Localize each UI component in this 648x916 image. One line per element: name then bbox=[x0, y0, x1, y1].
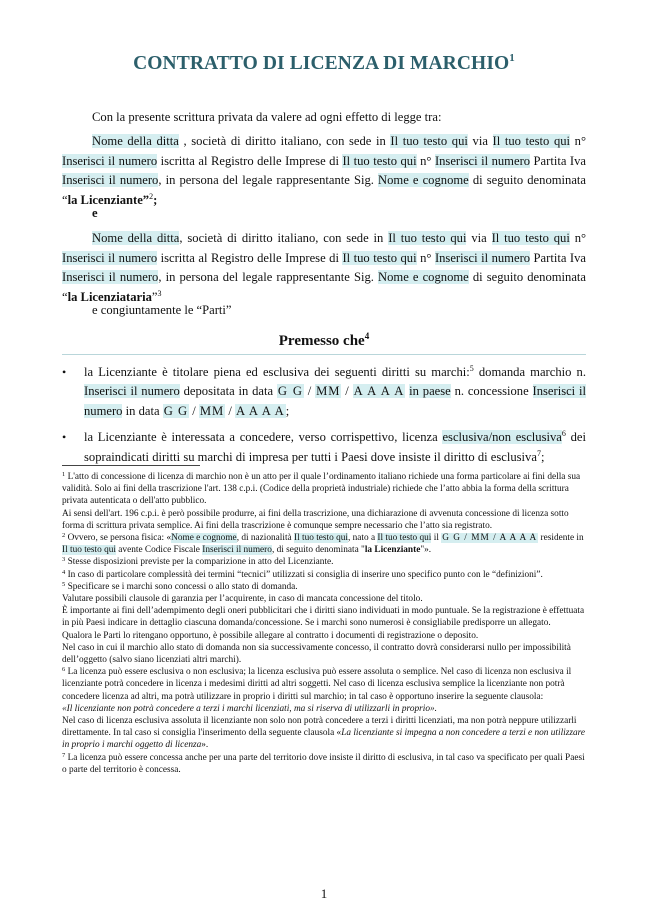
vat-number-field[interactable]: Inserisci il numero bbox=[62, 270, 159, 285]
section-divider bbox=[62, 354, 586, 355]
list-item: • la Licenziante è interessata a concedere, verso corrispettivo, licenza esclusiva/non esclusiva$^6$ dei sopraindicati diritti su marchi di impresa per tutti i Paesi dove insiste il diritto di esclusiva$^7$; bbox=[62, 429, 586, 464]
street-field[interactable]: Il tuo testo qui bbox=[491, 231, 570, 245]
footnote-4: $^4$ In caso di particolare complessità dei termini “tecnici” utilizzati si consiglia di inserire uno specifico punto con le “definizioni”. bbox=[62, 568, 543, 580]
representative-name-field[interactable]: Nome e cognome bbox=[378, 173, 469, 188]
company-name-field[interactable]: Nome della ditta bbox=[92, 231, 180, 245]
footnote-ref: 6 bbox=[561, 429, 566, 439]
footnote-5-cont: È importante ai fini dell’adempimento degli oneri pubblicitari che i diritti siano individuati in modo puntuale. Se la registrazione è effettuata in più Paesi indicare in dettaglio ciascuna domanda/concessione. Se i marchi sono numerosi è consigliabile predisporre un allegato. bbox=[62, 606, 585, 629]
footnote-5-cont: Valutare possibili clausole di garanzia per l’acquirente, in caso di mancata concessione del titolo. bbox=[62, 594, 423, 605]
conjunction-e: e bbox=[92, 206, 98, 220]
city-field[interactable]: Il tuo testo qui bbox=[390, 134, 468, 148]
footnote-2: $^2$ Ovvero, se persona fisica: «Nome e cognome, di nazionalità Il tuo testo qui, nato a Il tuo testo qui il G G / MM / A A A A residente in Il tuo testo qui avente Codice Fiscale Inserisci il numero, di seguito denominata "la Licenziante"». bbox=[62, 532, 584, 556]
footnote-ref: 1 bbox=[509, 52, 515, 64]
concession-month-field[interactable]: MM bbox=[199, 403, 225, 418]
concession-day-field[interactable]: G G bbox=[163, 403, 189, 418]
fn-birthdate-field[interactable]: G G / MM / A A A A bbox=[442, 533, 538, 544]
licenziante-label: la Licenziante bbox=[67, 192, 143, 207]
fn-residence-field[interactable]: Il tuo testo qui bbox=[62, 545, 116, 556]
bullet-icon: • bbox=[62, 365, 67, 379]
section-heading-premesso: Premesso che$^4$ bbox=[278, 331, 370, 349]
footnote-ref: 3 bbox=[157, 288, 162, 298]
party-licenziante: Nome della ditta , società di diritto italiano, con sede in Il tuo testo qui via Il tuo testo qui n° Inserisci il numero iscritta al Registro delle Imprese di Il tuo testo qui n° Inserisci il numero Partita Iva Inserisci il numero, in persona del legale rappresentante Sig. Nome e cognome di seguito denominata “la Licenziante”$^2$; bbox=[62, 134, 587, 207]
registry-number-field[interactable]: Inserisci il numero bbox=[434, 250, 531, 265]
footnote-1: $^1$ L'atto di concessione di licenza di marchio non è un atto per il quale l’ordinamento italiano richiede una forma particolare ai fini della sua validità. Solo ai fini della trascrizione l'art. 138 c.p.i. (Codice della proprietà industriale) richiede che l’atto abbia la forma della scrittura privata autenticata o dell'atto pubblico. bbox=[62, 471, 581, 507]
fn-birthplace-field[interactable]: Il tuo testo qui bbox=[377, 533, 432, 544]
footnote-3: $^3$ Stesse disposizioni previste per la comparizione in atto del Licenziante. bbox=[62, 556, 334, 568]
registry-number-field[interactable]: Inserisci il numero bbox=[434, 153, 531, 168]
page-number: 1 bbox=[320, 886, 328, 901]
representative-name-field[interactable]: Nome e cognome bbox=[378, 270, 469, 285]
party-licenziataria: Nome della ditta, società di diritto italiano, con sede in Il tuo testo qui via Il tuo testo qui n° Inserisci il numero iscritta al Registro delle Imprese di Il tuo testo qui n° Inserisci il numero Partita Iva Inserisci il numero, in persona del legale rappresentante Sig. Nome e cognome di seguito denominata “la Licenziataria”$^3$ bbox=[62, 231, 587, 304]
footnote-separator bbox=[62, 465, 200, 466]
deposit-day-field[interactable]: G G bbox=[277, 384, 303, 399]
footnote-ref: 2 bbox=[149, 191, 154, 201]
footnote-ref: 7 bbox=[536, 448, 541, 458]
footnote-5-cont: Qualora le Parti lo ritengano opportuno, è possibile allegare al contratto i documenti di registrazione o deposito. bbox=[62, 630, 479, 641]
bullet-icon: • bbox=[62, 430, 67, 445]
license-type-field[interactable]: esclusiva/non esclusiva bbox=[442, 430, 562, 445]
deposit-month-field[interactable]: MM bbox=[316, 384, 341, 399]
street-number-field[interactable]: Inserisci il numero bbox=[62, 153, 158, 168]
deposit-year-field[interactable]: A A A A bbox=[353, 384, 405, 399]
fn-name-field[interactable]: Nome e cognome bbox=[171, 533, 237, 544]
footnote-6: $^6$ La licenza può essere esclusiva o non esclusiva; la licenza esclusiva può essere assoluta o semplice. Nel caso di licenza non esclusiva il licenziante potrà concedere in licenza i medesimi diritti ad altri soggetti. Nel caso di licenza esclusiva semplice la licenziante non potrà concedere licenza ad altri, ma potrà utilizzare in proprio i diritti sul marchio; in tal caso è opportuno inserire la seguente clausola: bbox=[62, 666, 572, 702]
footnotes bbox=[62, 471, 586, 776]
registry-city-field[interactable]: Il tuo testo qui bbox=[342, 153, 417, 168]
concession-year-field[interactable]: A A A A bbox=[236, 403, 285, 418]
footnote-1-cont: Ai sensi dell'art. 196 c.p.i. è però possibile produrre, ai fini della trascrizione, una dichiarazione di avvenuta concessione di licenza sotto forma di scrittura privata semplice. Ai fini della trascrizione è comunque sempre necessario che l’atto sia registrato. bbox=[62, 508, 569, 531]
fn-fiscal-code-field[interactable]: Inserisci il numero bbox=[202, 545, 272, 556]
city-field[interactable]: Il tuo testo qui bbox=[388, 231, 467, 245]
intro-paragraph: Con la presente scrittura privata da valere ad ogni effetto di legge tra: bbox=[92, 110, 442, 124]
footnote-5: $^5$ Specificare se i marchi sono concessi o allo stato di domanda. bbox=[62, 580, 298, 592]
footnote-5-cont: Nel caso in cui il marchio allo stato di domanda non sia successivamente concesso, il contratto dovrà considerarsi nullo per impossibilità dell’oggetto (salvo siano licenziati altri marchi). bbox=[62, 642, 571, 666]
licenziataria-label: la Licenziataria bbox=[67, 289, 152, 304]
vat-number-field[interactable]: Inserisci il numero bbox=[62, 173, 159, 188]
country-field[interactable]: in paese bbox=[409, 384, 451, 399]
document-title: CONTRATTO DI LICENZA DI MARCHIO$^1$ bbox=[133, 52, 515, 74]
footnote-6-cont: Nel caso di licenza esclusiva assoluta il licenziante non solo non potrà concedere a terzi i diritti licenziati, ma non potrà neppure utilizzarli direttamente. In tal caso si consiglia l'inserimento della seguente clausola «La licenziante si impegna a non concedere a terzi e non utilizzare in proprio i marchi oggetto di licenza». bbox=[62, 716, 586, 751]
footnote-ref: 4 bbox=[364, 331, 370, 341]
street-field[interactable]: Il tuo testo qui bbox=[492, 134, 571, 148]
concession-number-field[interactable]: Inserisci il numero bbox=[84, 384, 587, 418]
company-name-field[interactable]: Nome della ditta bbox=[92, 134, 179, 148]
fn-nationality-field[interactable]: Il tuo testo qui bbox=[294, 533, 348, 544]
footnote-ref: 5 bbox=[469, 364, 474, 373]
registry-city-field[interactable]: Il tuo testo qui bbox=[342, 250, 417, 265]
footnote-7: $^7$ La licenza può essere concessa anche per una parte del territorio dove insiste il diritto di esclusiva, in tal caso va specificato per quali Paesi o parte del territorio è concessa. bbox=[62, 751, 585, 775]
footnote-6-clause: «Il licenziante non potrà concedere a terzi i marchi licenziati, ma si riserva di utilizzarli in proprio». bbox=[62, 703, 437, 714]
list-item: • la Licenziante è titolare piena ed esclusiva dei seguenti diritti su marchi:$^5$ domanda marchio n. Inserisci il numero depositata in data G G / MM / A A A A in paese n. concessione Inserisci il numero in data G G / MM / A A A A; bbox=[62, 364, 587, 418]
application-number-field[interactable]: Inserisci il numero bbox=[84, 384, 180, 399]
premises-list bbox=[62, 363, 586, 474]
street-number-field[interactable]: Inserisci il numero bbox=[62, 250, 158, 265]
parties-definition: e congiuntamente le “Parti” bbox=[92, 303, 232, 317]
